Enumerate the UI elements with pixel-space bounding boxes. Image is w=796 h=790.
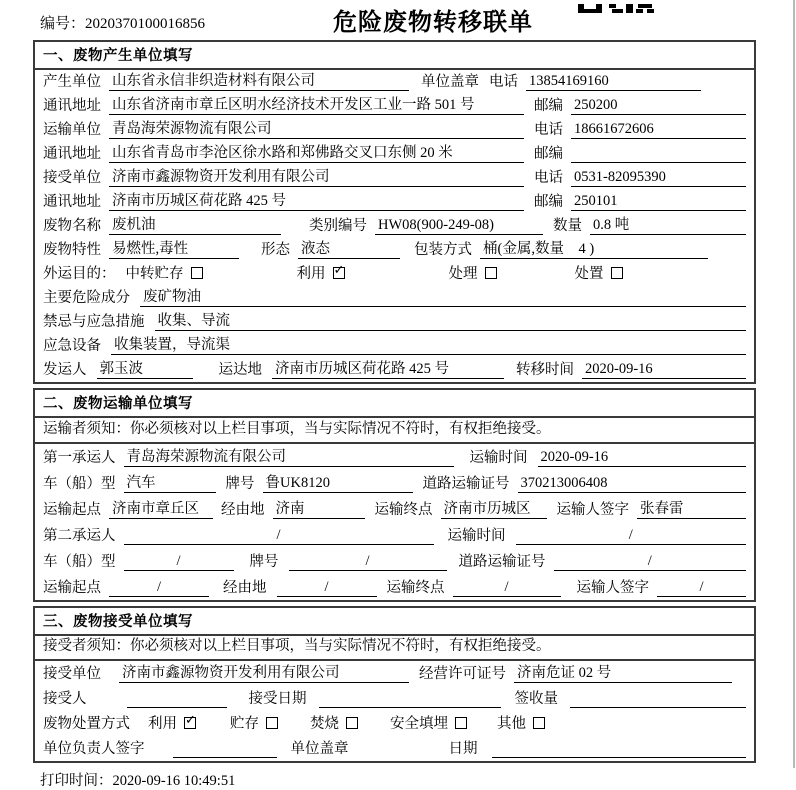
transport-phone-group xyxy=(534,118,746,139)
receive-unit-label: 接受单位 xyxy=(43,170,101,186)
purpose-option-label: 处置 xyxy=(574,266,604,282)
form-value: 液态 xyxy=(298,237,400,259)
section2-title: 二、废物运输单位填写 xyxy=(35,390,754,418)
receive-date-label: 接受日期 xyxy=(248,691,307,707)
trait-value: 易燃性,毒性 xyxy=(109,237,239,259)
produce-unit-label: 产生单位 xyxy=(43,74,101,90)
receive-zip-group xyxy=(534,190,746,211)
phone-label: 电话 xyxy=(489,74,518,90)
qty-label: 数量 xyxy=(553,218,582,234)
end-label: 运输终点 xyxy=(386,580,445,596)
receive-date-value xyxy=(319,707,501,708)
disposal-option-label: 贮存 xyxy=(230,716,259,732)
checkbox-utilize: ✓ xyxy=(333,262,345,278)
row-route2 xyxy=(35,574,754,600)
shipper-value: 郭玉波 xyxy=(97,357,193,379)
license-label: 经营许可证号 xyxy=(419,666,506,682)
origin-label: 运输起点 xyxy=(43,580,101,596)
taboo-label: 禁忌与应急措施 xyxy=(43,314,145,330)
produce-phone-value: 13854169160 xyxy=(526,73,701,91)
phone-label: 电话 xyxy=(534,170,563,186)
vehicle1-value: 汽车 xyxy=(124,471,216,493)
purpose-option-label: 中转贮存 xyxy=(125,266,184,282)
via2-value: / xyxy=(277,579,377,597)
row-transport-unit xyxy=(35,118,754,142)
origin2-value: / xyxy=(109,579,209,597)
produce-zip-group xyxy=(534,94,746,115)
vehicle-label: 车（船）型 xyxy=(43,554,116,570)
row-carrier2 xyxy=(35,522,754,548)
print-time-label: 打印时间： xyxy=(40,773,113,789)
print-time-value: 2020-09-16 10:49:51 xyxy=(112,773,236,789)
page-title: 危险废物转移联单 xyxy=(333,10,533,36)
transporter-note-text: 你必须核对以上栏目事项，当与实际情况不符时，有权拒绝接受。 xyxy=(130,421,551,437)
row-receiver-person xyxy=(35,686,754,711)
row-purpose xyxy=(35,262,754,286)
disposal-option-landfill xyxy=(390,712,467,733)
transporter-note-label: 运输者须知： xyxy=(43,421,130,437)
transport-time1-value: 2020-09-16 xyxy=(538,449,747,467)
purpose-label: 外运目的： xyxy=(43,266,116,282)
row-produce-addr xyxy=(35,94,754,118)
row-disposal xyxy=(35,711,754,736)
addr-label: 通讯地址 xyxy=(43,98,101,114)
section1-title: 一、废物产生单位填写 xyxy=(35,42,754,70)
produce-zip-value: 250200 xyxy=(571,97,746,115)
zip-label: 邮编 xyxy=(534,146,563,162)
section-producer xyxy=(33,40,756,384)
transport-addr-value: 山东省青岛市李沧区徐水路和郑佛路交叉口东侧 20 米 xyxy=(109,141,524,163)
trait-label: 废物特性 xyxy=(43,242,101,258)
purpose-option-label: 利用 xyxy=(296,266,326,282)
transport-unit-label: 运输单位 xyxy=(43,122,101,138)
transport-unit-group xyxy=(43,117,524,139)
row-receive-unit xyxy=(35,166,754,190)
transporter-sign-label: 运输人签字 xyxy=(556,502,629,518)
transport-time2-value: / xyxy=(516,527,747,545)
road-cert2-value: / xyxy=(554,553,747,571)
plate1-value: 鲁UK8120 xyxy=(263,471,413,493)
unit-seal-label: 单位盖章 xyxy=(290,741,349,757)
vehicle2-value: / xyxy=(124,553,234,571)
row-route1 xyxy=(35,496,754,522)
row-vehicle1 xyxy=(35,470,754,496)
receiver-note-label: 接受者须知： xyxy=(43,638,130,654)
transporter-sign2-value: / xyxy=(657,579,746,597)
row-receive-unit3 xyxy=(35,661,754,686)
purpose-option-dispose xyxy=(575,262,623,283)
via-label: 经由地 xyxy=(223,580,267,596)
carrier2-label: 第二承运人 xyxy=(43,528,116,544)
plate-label: 牌号 xyxy=(249,554,279,570)
road-cert-label: 道路运输证号 xyxy=(458,554,546,570)
checkbox-transfer-storage xyxy=(191,267,203,279)
waste-name-value: 废机油 xyxy=(109,213,281,235)
row-receive-addr xyxy=(35,190,754,214)
dest-label: 运达地 xyxy=(218,362,262,378)
hazard-value: 废矿物油 xyxy=(140,285,746,307)
disposal-option-utilize xyxy=(148,712,196,733)
license-value: 济南危证 02 号 xyxy=(514,661,732,683)
qty-value: 0.8 吨 xyxy=(590,213,746,235)
row-waste-trait xyxy=(35,238,754,262)
doc-number-label: 编号： xyxy=(40,16,86,32)
checkbox-disposal-landfill xyxy=(455,717,467,729)
origin1-value: 济南市章丘区 xyxy=(109,497,213,519)
waste-name-label: 废物名称 xyxy=(43,218,101,234)
window-right-edge xyxy=(793,0,795,768)
receipt-qty-value xyxy=(570,707,746,708)
produce-addr-group xyxy=(43,93,524,115)
seal-label: 单位盖章 xyxy=(421,74,479,90)
date-label: 日期 xyxy=(448,741,478,757)
disposal-option-other xyxy=(497,712,545,733)
transport-time-label: 运输时间 xyxy=(447,528,506,544)
zip-label: 邮编 xyxy=(534,98,563,114)
category-value: HW08(900-249-08) xyxy=(375,217,543,235)
row-shipper xyxy=(35,358,754,382)
row-unit-sign xyxy=(35,736,754,761)
checkbox-dispose xyxy=(611,267,623,279)
row-receiver-note xyxy=(35,636,754,661)
row-transport-addr xyxy=(35,142,754,166)
produce-addr-value: 山东省济南市章丘区明水经济技术开发区工业一路 501 号 xyxy=(109,93,524,115)
receive-unit-label: 接受单位 xyxy=(43,666,101,682)
receive-zip-value: 250101 xyxy=(571,193,746,211)
transport-time-label: 运输时间 xyxy=(469,450,528,466)
disposal-option-incinerate xyxy=(310,712,358,733)
section3-title: 三、废物接受单位填写 xyxy=(35,608,754,636)
transfer-time-label: 转移时间 xyxy=(516,362,574,378)
purpose-option-utilize xyxy=(297,262,345,283)
equip-label: 应急设备 xyxy=(43,338,101,354)
row-hazard xyxy=(35,286,754,310)
checkbox-disposal-incinerate xyxy=(346,717,358,729)
receive-addr-group xyxy=(43,189,524,211)
vehicle-label: 车（船）型 xyxy=(43,476,116,492)
disposal-option-label: 焚烧 xyxy=(310,716,339,732)
receive-unit-value: 济南市鑫源物资开发利用有限公司 xyxy=(119,661,409,683)
end1-value: 济南市历城区 xyxy=(441,497,547,519)
receive-unit-group xyxy=(43,165,524,187)
disposal-label: 废物处置方式 xyxy=(43,716,130,732)
dest-value: 济南市历城区荷花路 425 号 xyxy=(272,357,504,379)
form-label: 形态 xyxy=(261,242,290,258)
transport-zip-group xyxy=(534,142,746,163)
category-label: 类别编号 xyxy=(309,218,367,234)
section-receiver xyxy=(33,606,756,763)
row-waste-name xyxy=(35,214,754,238)
transport-zip-value xyxy=(571,162,746,163)
receiver-note-text: 你必须核对以上栏目事项，当与实际情况不符时，有权拒绝接受。 xyxy=(130,638,551,654)
purpose-option-transfer-storage xyxy=(126,262,203,283)
road-cert1-value: 370213006408 xyxy=(518,475,747,493)
pack-value: 桶(金属,数量 4 ) xyxy=(480,237,708,259)
purpose-option-treat xyxy=(449,262,497,283)
purpose-option-label: 处理 xyxy=(448,266,478,282)
section-transporter xyxy=(33,388,756,602)
document-header xyxy=(0,0,796,40)
unit-sign-value xyxy=(173,757,277,758)
checkbox-disposal-utilize: ✓ xyxy=(185,712,196,728)
via1-value: 济南 xyxy=(273,497,365,519)
transporter-sign-label: 运输人签字 xyxy=(576,580,649,596)
shipper-label: 发运人 xyxy=(43,362,87,378)
carrier1-value: 青岛海荣源物流有限公司 xyxy=(124,445,454,467)
disposal-option-store xyxy=(230,712,278,733)
produce-phone-group xyxy=(489,70,701,91)
plate2-value: / xyxy=(289,553,447,571)
phone-label: 电话 xyxy=(534,122,563,138)
via-label: 经由地 xyxy=(221,502,265,518)
disposal-option-label: 利用 xyxy=(148,716,177,732)
print-time xyxy=(40,769,796,790)
receive-phone-group xyxy=(534,166,746,187)
unit-sign-label: 单位负责人签字 xyxy=(43,741,145,757)
disposal-option-label: 安全填埋 xyxy=(390,716,448,732)
row-equip xyxy=(35,334,754,358)
carrier2-value: / xyxy=(124,527,434,545)
origin-label: 运输起点 xyxy=(43,502,101,518)
end2-value: / xyxy=(453,579,561,597)
row-vehicle2 xyxy=(35,548,754,574)
transporter-sign1-value: 张春雷 xyxy=(637,497,746,519)
receiver-label: 接受人 xyxy=(43,691,87,707)
row-transporter-note xyxy=(35,418,754,444)
receive-phone-value: 0531-82095390 xyxy=(571,169,746,187)
transport-unit-value: 青岛海荣源物流有限公司 xyxy=(109,117,524,139)
receiver-value xyxy=(127,707,227,708)
taboo-value: 收集、导流 xyxy=(155,309,747,331)
transport-addr-group xyxy=(43,141,524,163)
row-carrier1 xyxy=(35,444,754,470)
doc-number xyxy=(40,12,205,33)
equip-value: 收集装置，导流渠 xyxy=(111,333,746,355)
hazard-label: 主要危险成分 xyxy=(43,290,130,306)
road-cert-label: 道路运输证号 xyxy=(422,476,510,492)
date-value xyxy=(492,757,747,758)
checkbox-disposal-other xyxy=(533,717,545,729)
end-label: 运输终点 xyxy=(374,502,433,518)
row-taboo xyxy=(35,310,754,334)
receipt-qty-label: 签收量 xyxy=(514,691,558,707)
produce-unit-value: 山东省永信非织造材料有限公司 xyxy=(109,69,409,91)
row-produce-unit xyxy=(35,70,754,94)
pack-label: 包装方式 xyxy=(414,242,472,258)
transfer-time-value: 2020-09-16 xyxy=(582,361,746,379)
receive-unit-value: 济南市鑫源物资开发利用有限公司 xyxy=(109,165,524,187)
plate-label: 牌号 xyxy=(225,476,255,492)
doc-number-value: 2020370100016856 xyxy=(85,16,206,32)
checkbox-treat xyxy=(485,267,497,279)
checkbox-disposal-store xyxy=(266,717,278,729)
receive-addr-value: 济南市历城区荷花路 425 号 xyxy=(109,189,524,211)
qr-code-icon xyxy=(578,0,654,9)
addr-label: 通讯地址 xyxy=(43,146,101,162)
carrier1-label: 第一承运人 xyxy=(43,450,116,466)
addr-label: 通讯地址 xyxy=(43,194,101,210)
zip-label: 邮编 xyxy=(534,194,563,210)
transport-phone-value: 18661672606 xyxy=(571,121,746,139)
disposal-option-label: 其他 xyxy=(497,716,526,732)
